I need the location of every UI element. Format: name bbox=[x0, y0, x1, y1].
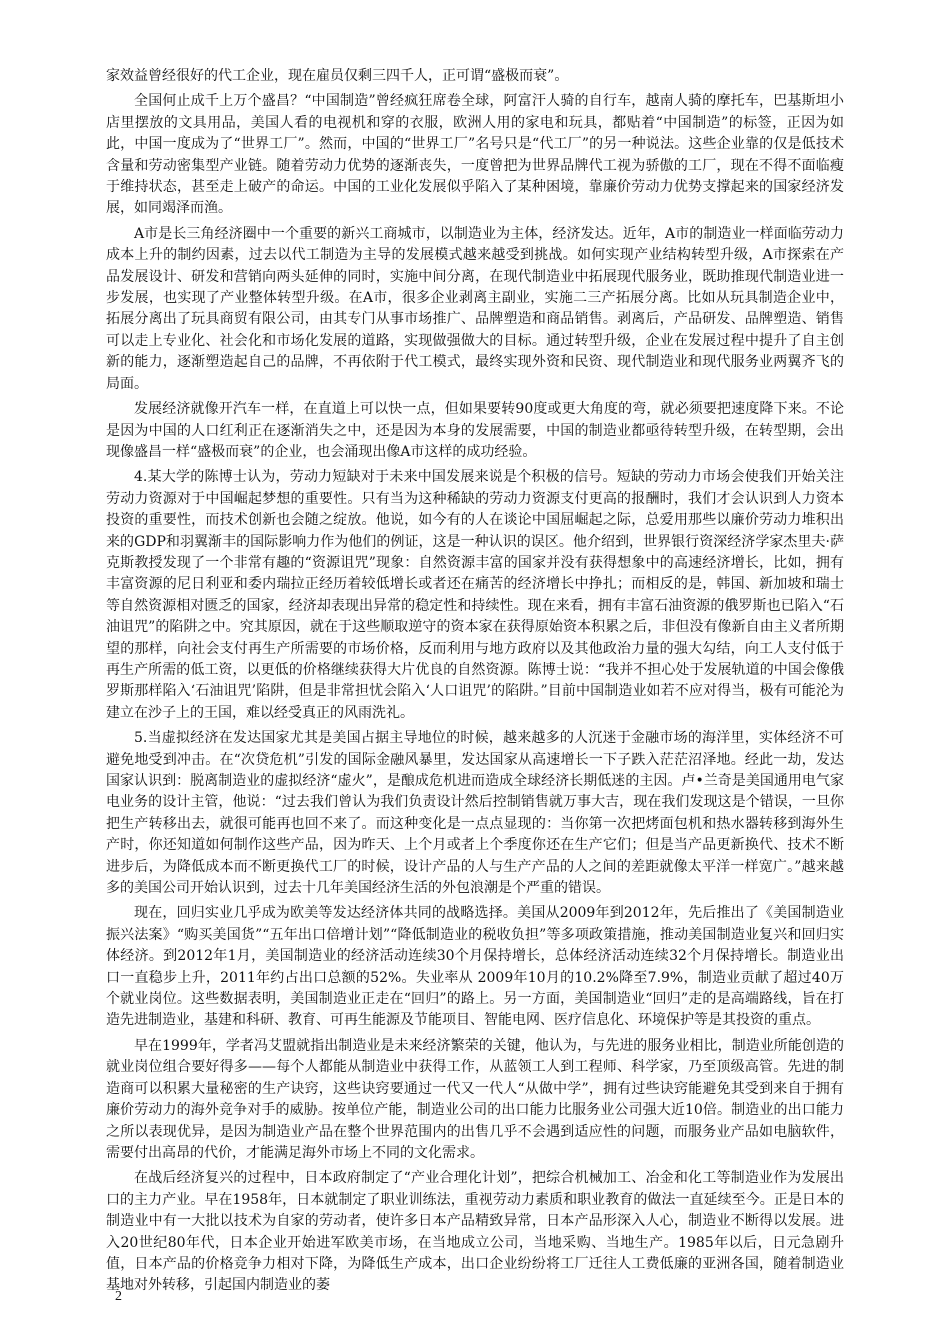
paragraph-city-a: A市是长三角经济圈中一个重要的新兴工商城市，以制造业为主体，经济发达。近年，A市的制造业一样面临劳动力成本上升的制约因素，过去以代工制造为主导的发展模式越来越受到挑战。如何实现产业结构转型升级，A市探索在产品发展设计、研发和营销向两头延伸的同时，实施中间分离，在现代制造业中拓展现代服务业，既助推现代制造业进一步发展，也实现了产业整体转型升级。在A市，很多企业剥离主副业，实施二三产拓展分离。比如从玩具制造企业中，拓展分离出了玩具商贸有限公司，由其专门从事市场推广、品牌塑造和商品销售。剥离后，产品研发、品牌塑造、销售可以走上专业化、社会化和市场化发展的道路，实现做强做大的目标。通过转型升级，企业在发展过程中提升了自主创新的能力，逐渐塑造起自己的品牌，不再依附于代工模式，最终实现外资和民资、现代制造业和现代服务业两翼齐飞的局面。 bbox=[106, 225, 844, 392]
paragraph-japan: 在战后经济复兴的过程中，日本政府制定了“产业合理化计划”，把综合机械加工、冶金和化工等制造业作为发展出口的主力产业。早在1958年，日本就制定了职业训练法，重视劳动力素质和职业教育的做法一直延续至今。正是日本的制造业中有一大批以技术为自家的劳动者，使许多日本产品精致异常，日本产品形深入人心，制造业不断得以发展。进入20世纪80年代，日本企业开始进军欧美市场，在当地成立公司，当地采购、当地生产。1985年以后，日元急剧升值，日本产品的价格竞争力相对下降，为降低生产成本，出口企业纷纷将工厂迁往人工费低廉的亚洲各国，随着制造业基地对外转移，引起国内制造业的萎 bbox=[106, 1170, 844, 1294]
paragraph-continued: 家效益曾经很好的代工企业，现在雇员仅剩三四千人，正可谓“盛极而衰”。 bbox=[106, 68, 569, 84]
paragraph-item-5: 5.当虚拟经济在发达国家尤其是美国占据主导地位的时候，越来越多的人沉迷于金融市场的海洋里，实体经济不可避免地受到冲击。在“次贷危机”引发的国际金融风暴里，发达国家从高速增长一下子跌入茫茫沼泽地。经此一劫，发达国家认识到：脱离制造业的虚拟经济“虚火”，是酿成危机进而造成全球经济长期低迷的主因。卢•兰奇是美国通用电气家电业务的设计主管，他说：“过去我们曾认为我们负责设计然后控制销售就万事大吉，现在我们发现这是个错误，一旦你把生产转移出去，就很可能再也回不来了。而这种变化是一点点显现的：当你第一次把烤面包机和热水器转移到海外生产时，你还知道如何制作这些产品，因为昨天、上个月或者上个季度你还在生产它们；但是当产品更新换代、技术不断进步后，为降低成本而不断更换代工厂的时候，设计产品的人与生产产品的人之间的差距就像太平洋一样宽广。”越来越多的美国公司开始认识到，过去十几年美国经济生活的外包浪潮是个严重的错误。 bbox=[106, 730, 844, 897]
paragraph-driving-analogy: 发展经济就像开汽车一样，在直道上可以快一点，但如果要转90度或更大角度的弯，就必须要把速度降下来。不论是因为中国的人口红利正在逐渐消失之中，还是因为本身的发展需要，中国的制造业都亟待转型升级，在转型期，会出现像盛昌一样“盛极而衰”的企业，也会涌现出像A市这样的成功经验。 bbox=[106, 401, 844, 460]
paragraph-manufacturing-key: 早在1999年，学者冯艾盟就指出制造业是未来经济繁荣的关键，他认为，与先进的服务业相比，制造业所能创造的就业岗位组合要好得多——每个人都能从制造业中获得工作，从蓝领工人到工程师、科学家，乃至顶级高管。先进的制造商可以积累大量秘密的生产诀窍，这些诀窍要通过一代又一代人“从做中学”，拥有过些诀窍能避免其受到来自于拥有廉价劳动力的海外竞争对手的威胁。按单位产能，制造业公司的出口能力比服务业公司强大近10倍。制造业的出口能力之所以表现优异，是因为制造业产品在整个世界范围内的出售几乎不会遇到适应性的问题，而服务业产品如电脑软件，需要付出高昂的代价，才能满足海外市场上不同的文化需求。 bbox=[106, 1037, 844, 1161]
paragraph-reindustrialization: 现在，回归实业几乎成为欧美等发达经济体共同的战略选择。美国从2009年到2012年，先后推出了《美国制造业振兴法案》“购买美国货”“五年出口倍增计划”“降低制造业的税收负担”等多项政策措施，推动美国制造业复兴和回归实体经济。到2012年1月，美国制造业的经济活动连续30个月保持增长，总体经济活动连续32个月保持增长。制造业出口一直稳步上升，2011年约占出口总额的52%。失业率从 2009年10月的10.2%降至7.9%，制造业贡献了超过40万个就业岗位。这些数据表明，美国制造业正走在“回归”的路上。另一方面，美国制造业“回归”走的是高端路线，旨在打造先进制造业，基建和科研、教育、可再生能源及节能项目、智能电网、医疗信息化、环境保护等是其投资的重点。 bbox=[106, 905, 844, 1029]
page-number: 2 bbox=[115, 1289, 122, 1304]
paragraph-world-factory: 全国何止成千上万个盛昌？“中国制造”曾经疯狂席卷全球，阿富汗人骑的自行车，越南人骑的摩托车，巴基斯坦小店里摆放的文具用品，美国人看的电视机和穿的衣服，欧洲人用的家电和玩具，都贴着“中国制造”的标签，正因为如此，中国一度成为了“世界工厂”。然而，中国的“世界工厂”名号只是“代工厂”的另一种说法。这些企业靠的仅是低技术含量和劳动密集型产业链。随着劳动力优势的逐渐丧失，一度曾把为世界品牌代工视为骄傲的工厂，现在不得不面临瘦于维持状态，甚至走上破产的命运。中国的工业化发展似乎陷入了某种困境，靠廉价劳动力优势支撑起来的国家经济发展，如同竭泽而渔。 bbox=[106, 93, 844, 217]
article-body bbox=[106, 66, 844, 1297]
paragraph-item-4: 4.某大学的陈博士认为，劳动力短缺对于未来中国发展来说是个积极的信号。短缺的劳动力市场会使我们开始关注劳动力资源对于中国崛起梦想的重要性。只有当为这种稀缺的劳动力资源支付更高的报酬时，我们才会认识到人力资本投资的重要性，而技术创新也会随之绽放。他说，如今有的人在谈论中国屈崛起之际，总爱用那些以廉价劳动力堆积出来的GDP和羽翼渐丰的国际影响力作为他们的例证，这是一种认识的误区。他介绍到，世界银行资深经济学家杰里夫·萨克斯教授发现了一个非常有趣的“资源诅咒”现象：自然资源丰富的国家并没有获得想象中的高速经济增长，比如，拥有丰富资源的尼日利亚和委内瑞拉正经历着较低增长或者还在痛苦的经济增长中挣扎；而相反的是，韩国、新加坡和瑞士等自然资源相对匮乏的国家，经济却表现出异常的稳定性和持续性。现在来看，拥有丰富石油资源的俄罗斯也已陷入“石油诅咒”的陷阱之中。究其原因，就在于这些顺取逆守的资本家在获得原始资本积累之后，非但没有像新自由主义者所期望的那样，向社会支付再生产所需要的市场价格，反而利用与地方政府以及其他政治力量的强大勾结，向工人支付低于再生产所需的低工资，以更低的价格继续获得大片优良的自然资源。陈博士说：“我并不担心处于发展轨道的中国会像俄罗斯那样陷入‘石油诅咒’陷阱，但是非常担忧会陷入‘人口诅咒’的陷阱。”目前中国制造业如若不应对得当，极有可能沦为建立在沙子上的王国，难以经受真正的风雨洗礼。 bbox=[106, 469, 844, 721]
